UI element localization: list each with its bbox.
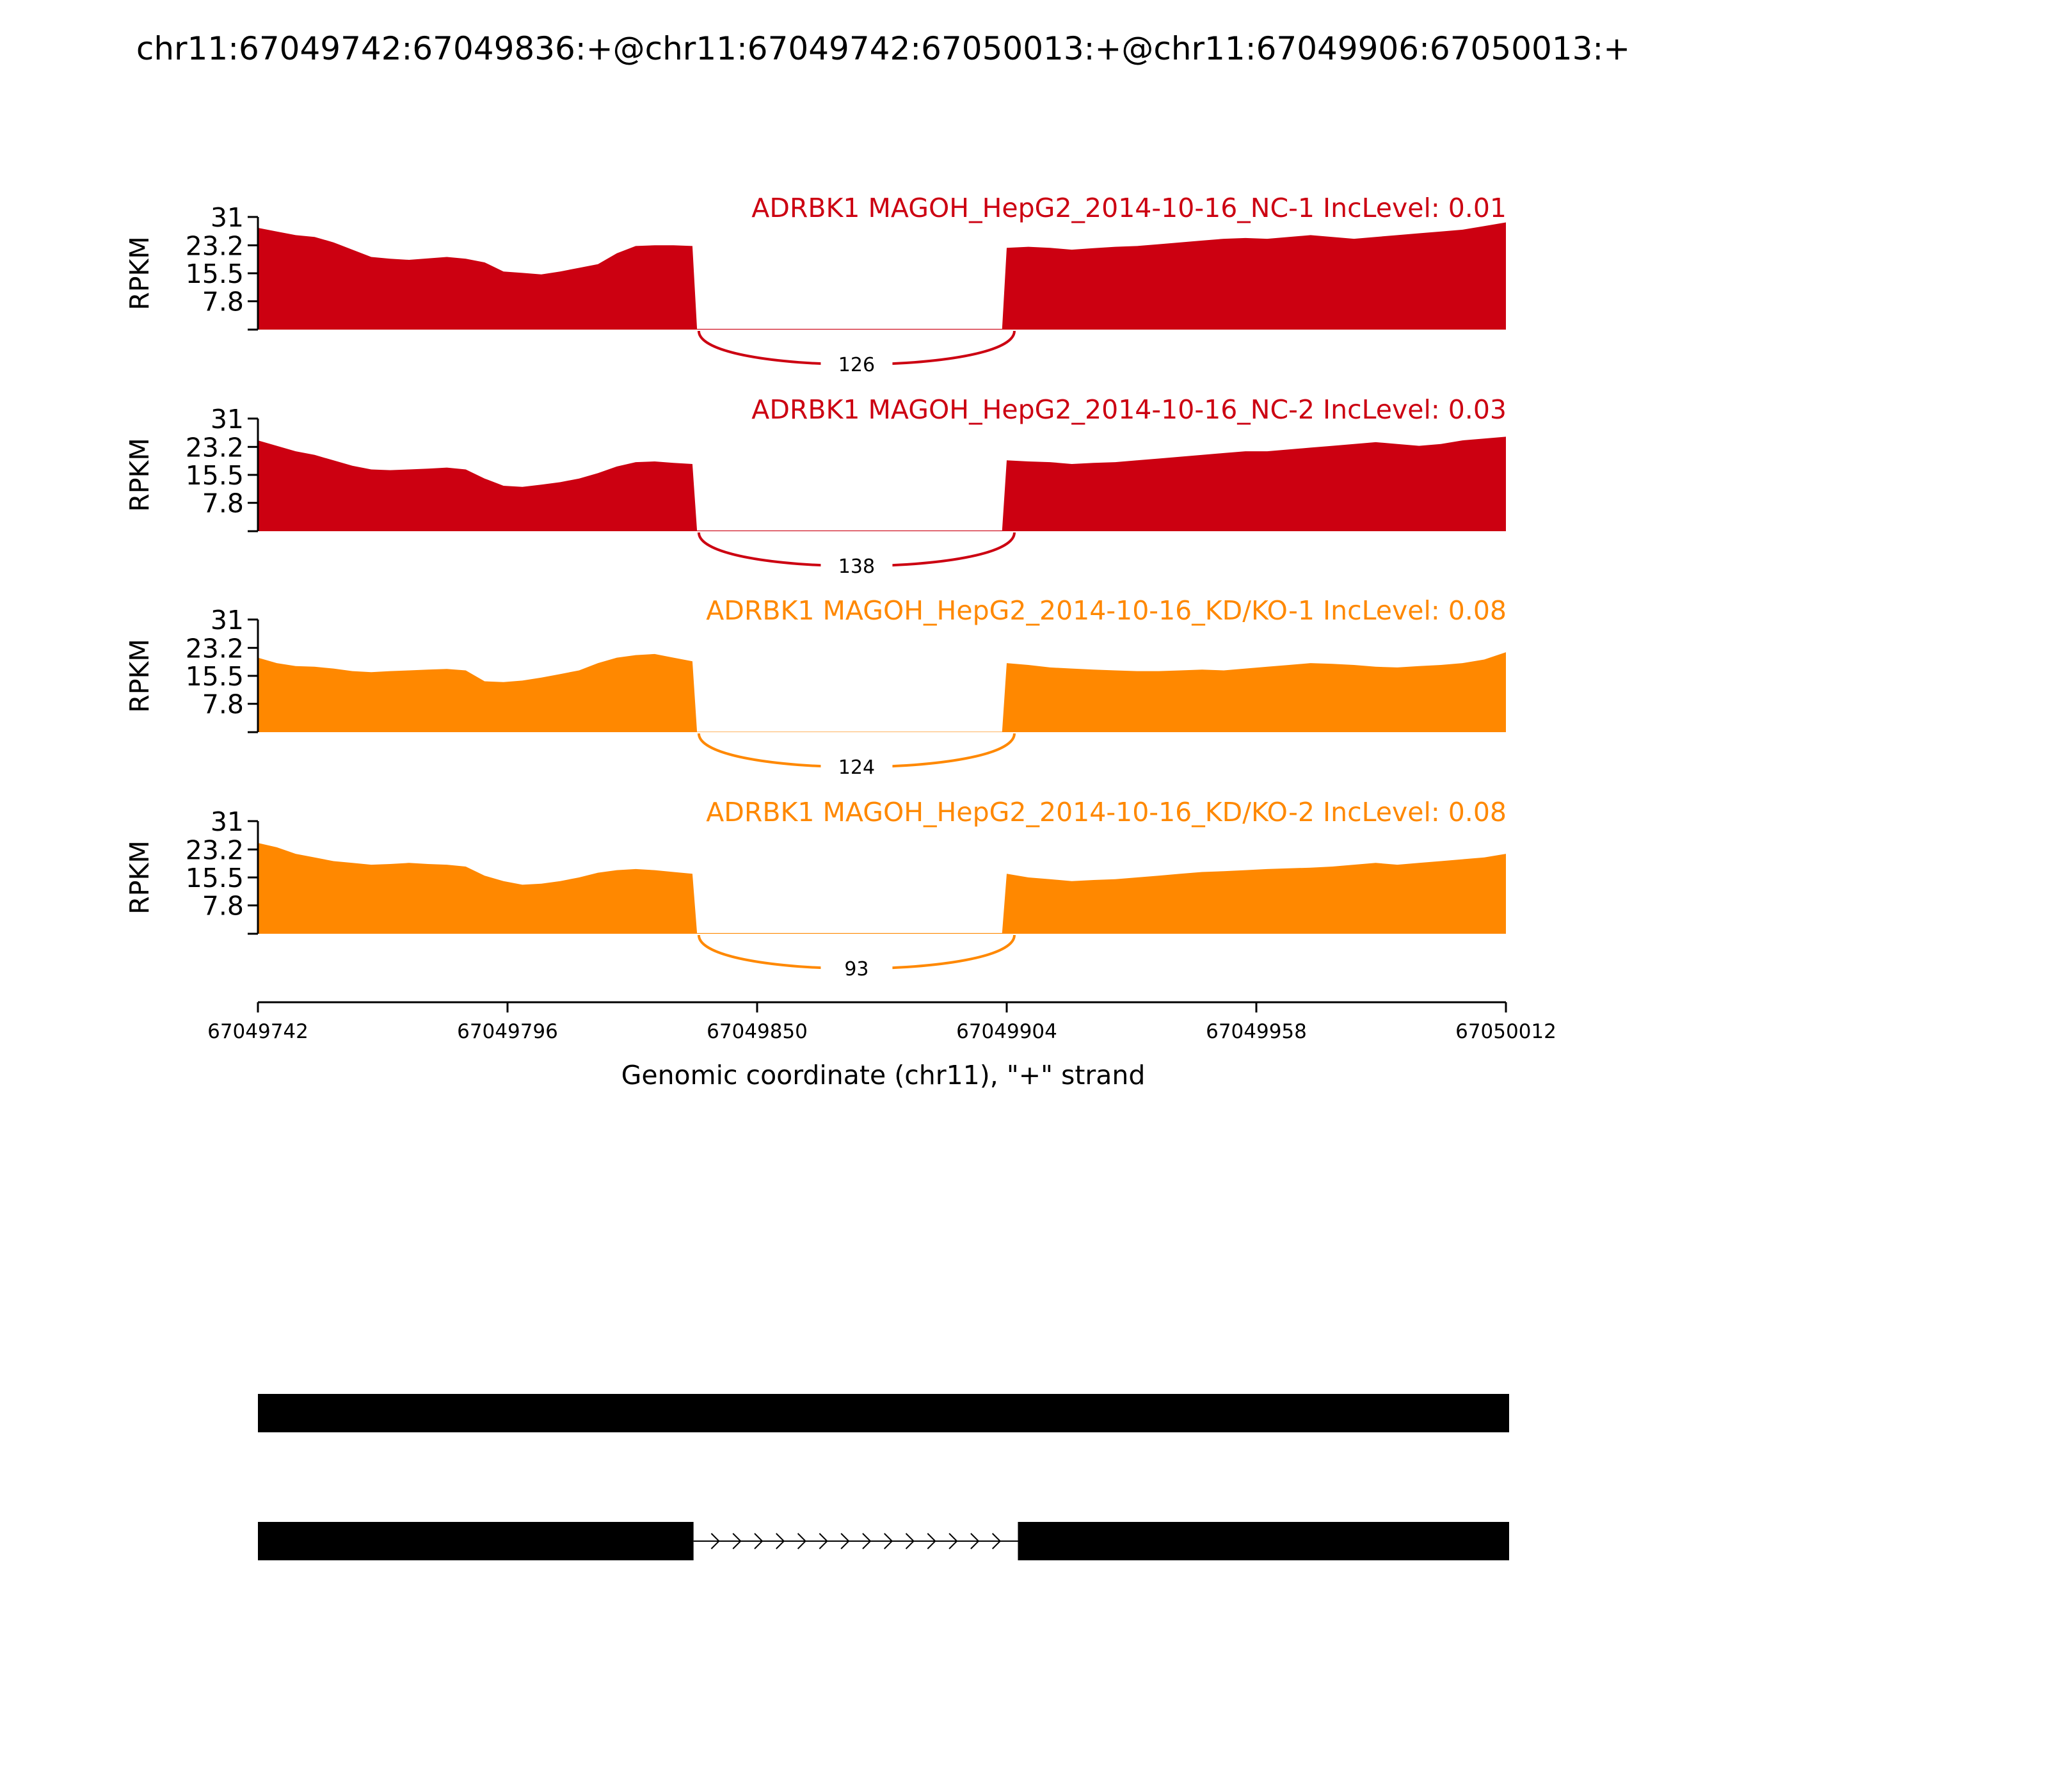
isoform-1	[258, 1394, 1509, 1432]
x-tick-label: 67049904	[956, 1020, 1057, 1043]
sample-label: ADRBK1 MAGOH_HepG2_2014-10-16_KD/KO-2 IncLevel: 0.08	[706, 797, 1507, 828]
y-axis-label: RPKM	[124, 840, 155, 915]
y-tick-label: 31	[210, 404, 244, 435]
y-axis-label: RPKM	[124, 438, 155, 512]
x-tick-label: 67049796	[457, 1020, 558, 1043]
sample-label: ADRBK1 MAGOH_HepG2_2014-10-16_NC-1 IncLevel: 0.01	[751, 193, 1507, 223]
sample-label: ADRBK1 MAGOH_HepG2_2014-10-16_NC-2 IncLevel: 0.03	[751, 394, 1507, 425]
exon-block	[258, 1394, 1509, 1432]
y-axis-label: RPKM	[124, 639, 155, 713]
x-tick-label: 67049742	[207, 1020, 308, 1043]
y-tick-label: 15.5	[185, 661, 244, 692]
y-tick-label: 23.2	[185, 230, 244, 262]
x-axis-label: Genomic coordinate (chr11), "+" strand	[621, 1060, 1146, 1091]
isoform-track	[258, 1394, 1509, 1560]
y-tick-label: 15.5	[185, 460, 244, 491]
exon-block	[258, 1522, 694, 1560]
junction-read-count: 126	[838, 354, 876, 376]
coverage-area	[258, 843, 1506, 934]
y-tick-label: 23.2	[185, 835, 244, 866]
y-tick-label: 31	[210, 202, 244, 233]
y-tick-label: 23.2	[185, 432, 244, 463]
x-tick-label: 67049958	[1206, 1020, 1307, 1043]
figure-title: chr11:67049742:67049836:+@chr11:67049742:67050013:+@chr11:67049906:67050013:+	[136, 30, 1631, 67]
x-axis	[207, 1002, 1556, 1043]
y-tick-label: 7.8	[202, 286, 244, 317]
y-tick-label: 23.2	[185, 633, 244, 664]
isoform-2	[258, 1522, 1509, 1560]
coverage-panel-1	[124, 193, 1507, 377]
coverage-panel-3	[124, 595, 1507, 780]
y-tick-label: 15.5	[185, 863, 244, 893]
y-tick-label: 7.8	[202, 890, 244, 922]
coverage-panel-4	[124, 797, 1507, 981]
junction-read-count: 138	[838, 556, 876, 578]
coverage-area	[258, 436, 1506, 531]
coverage-panels	[124, 193, 1507, 981]
coverage-area	[258, 223, 1506, 330]
x-tick-label: 67050012	[1455, 1020, 1556, 1043]
x-tick-label: 67049850	[707, 1020, 808, 1043]
y-tick-label: 31	[210, 806, 244, 837]
coverage-area	[258, 652, 1506, 732]
y-axis-label: RPKM	[124, 236, 155, 310]
y-tick-label: 7.8	[202, 689, 244, 720]
junction-read-count: 124	[838, 756, 876, 779]
coverage-panel-2	[124, 394, 1507, 579]
y-tick-label: 15.5	[185, 259, 244, 289]
y-tick-label: 31	[210, 605, 244, 636]
exon-block	[1018, 1522, 1509, 1560]
y-tick-label: 7.8	[202, 488, 244, 519]
junction-read-count: 93	[844, 958, 869, 980]
sample-label: ADRBK1 MAGOH_HepG2_2014-10-16_KD/KO-1 IncLevel: 0.08	[706, 595, 1507, 626]
